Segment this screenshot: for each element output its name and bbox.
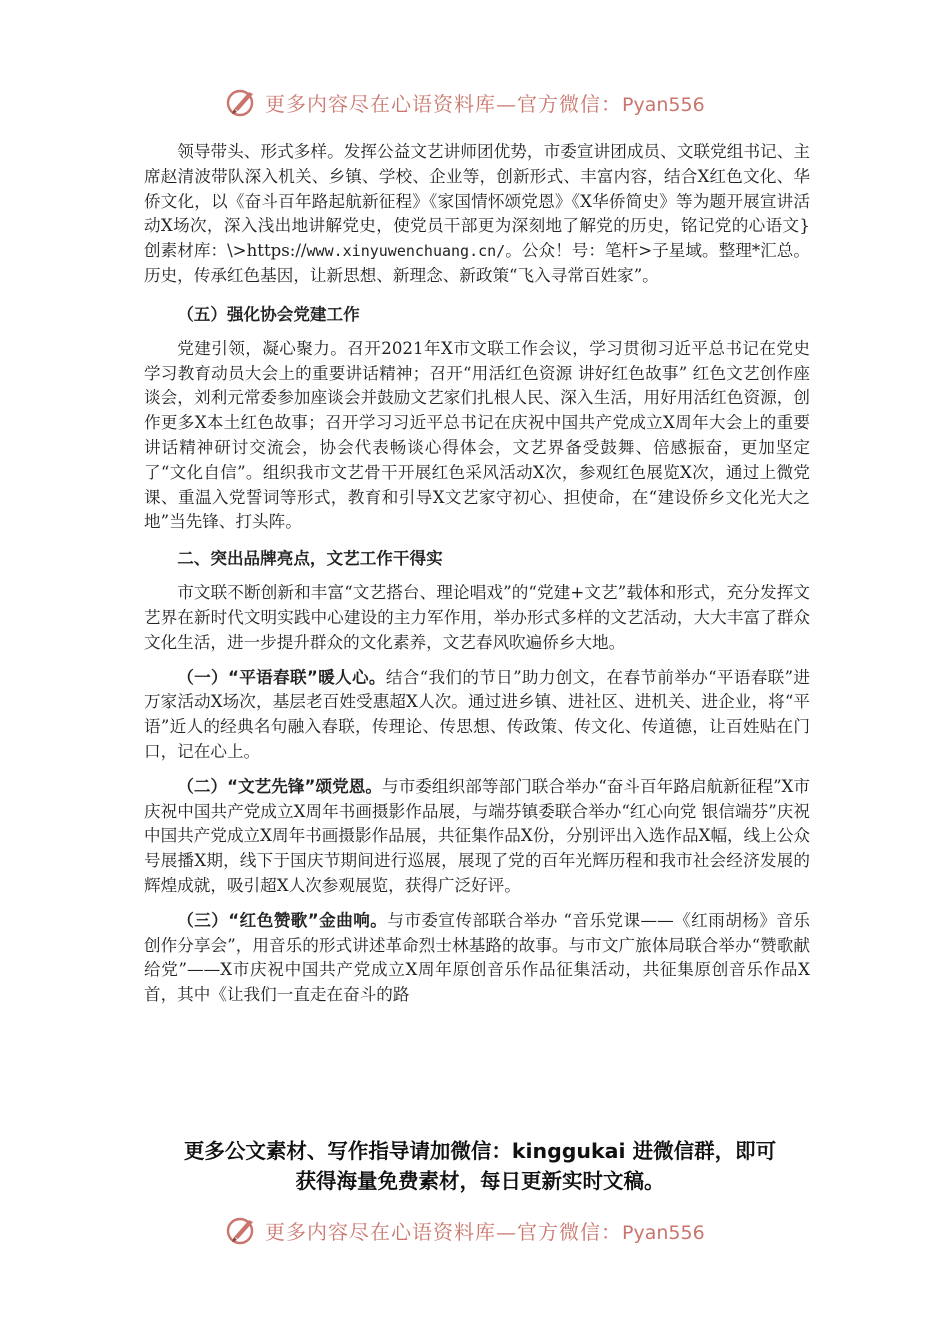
lead-red-songs: （三）“红色赞歌”金曲响。 [177,910,388,930]
promo-line-1: 更多公文素材、写作指导请加微信：kinggukai 进微信群，即可 [183,1139,777,1163]
header-banner [225,84,705,120]
inline-url: www.xinyuwenchuang.cn/ [306,242,506,261]
footer-brand-text: 更多内容尽在心语资料库—官方微信：Pyan556 [265,1219,705,1244]
lead-spring-couplets: （一）“平语春联”暖人心。 [177,667,386,687]
brush-logo-icon [225,85,259,119]
paragraph-party-building: 党建引领，凝心聚力。召开2021年X市文联工作会议，学习贯彻习近平总书记在党史学习教育动员大会上的重要讲话精神；召开“用活红色资源 讲好红色故事” 红色文艺创作座谈会，刘利元常委参加座谈会并鼓励文艺家们扎根人民、深入生活，用好用活红色资源，创作更多X本土红色故事；召开学习习近平总书记在庆祝中国共产党成立X周年大会上的重要讲话精神研讨交流会，协会代表畅谈心得体会，文艺界备受鼓舞、倍感振奋，更加坚定了“文化自信”。组织我市文艺骨干开展红色采风活动X次，参观红色展览X次，通过上微党课、重温入党誓词等形式，教育和引导X文艺家守初心、担使命，在“建设侨乡文化光大之地”当先锋、打头阵。 [144,338,810,532]
document-body [144,140,810,1008]
header-brand-text: 更多内容尽在心语资料库—官方微信：Pyan556 [265,91,705,116]
lead-art-pioneer: （二）“文艺先锋”颂党恩。 [177,776,383,796]
paragraph-federation: 市文联不断创新和丰富“文艺搭台、理论唱戏”的“党建+文艺”载体和形式，充分发挥文艺界在新时代文明实践中心建设的主力军作用，举办形式多样的文艺活动，大大丰富了群众文化生活，进一步提升群众的文化素养，文艺春风吹遍侨乡大地。 [144,583,810,652]
paragraph-leadership: 领导带头、形式多样。发挥公益文艺讲师团优势，市委宣讲团成员、文联党组书记、主席赵清波带队深入机关、乡镇、学校、企业等，创新形式、丰富内容，结合X红色文化、华侨文化，以《奋斗百年路起航新征程》《家国情怀颂党恩》《X华侨简史》等为题开展宣讲活动X场次，深入浅出地讲解党史，使党员干部更为深刻地了解党的历史，铭记党的心语文}创素材库：\>https://www.xinyuwenchuang.cn/。公众！号：笔杆>子星域。整理*汇总。历史，传承红色基因，让新思想、新理念、新政策“飞入寻常百姓家”。 [144,142,810,285]
paragraph-spring-couplets: （一）“平语春联”暖人心。结合“我们的节日”助力创文，在春节前举办“平语春联”进万家活动X场次，基层老百姓受惠超X人次。通过进乡镇、进社区、进机关、进企业，将“平语”近人的经典名句融入春联，传理论、传思想、传政策、传文化、传道德，让百姓贴在门口，记在心上。 [144,667,810,761]
paragraph-art-pioneer: （二）“文艺先锋”颂党恩。与市委组织部等部门联合举办“奋斗百年路启航新征程”X市庆祝中国共产党成立X周年书画摄影作品展，与端芬镇委联合举办“红心向党 银信端芬”庆祝中国共产党成立X周年书画摄影作品展，共征集作品X份，分别评出入选作品X幅，线上公众号展播X期，线下于国庆节期间进行巡展，展现了党的百年光辉历程和我市社会经济发展的辉煌成就，吸引超X人次参观展览，获得广泛好评。 [144,776,811,895]
footer-brand-id: Pyan556 [622,1221,705,1244]
footer-banner [225,1212,705,1248]
promo-block [150,1136,810,1196]
header-brand-id: Pyan556 [622,93,705,116]
brush-logo-icon [225,1213,259,1247]
promo-line-2: 获得海量免费素材，每日更新实时文稿。 [295,1169,665,1193]
paragraph-red-songs: （三）“红色赞歌”金曲响。与市委宣传部联合举办 “音乐党课——《红雨胡杨》音乐创作分享会”，用音乐的形式讲述革命烈士林基路的故事。与市文广旅体局联合举办“赞歌献给党”——X市庆祝中国共产党成立X周年原创音乐作品征集活动，共征集原创音乐作品X首，其中《让我们一直走在奋斗的路 [144,910,810,1005]
section-heading-brand: 二、突出品牌亮点，文艺工作干得实 [177,549,443,569]
subheading-association-party: （五）强化协会党建工作 [177,304,360,324]
